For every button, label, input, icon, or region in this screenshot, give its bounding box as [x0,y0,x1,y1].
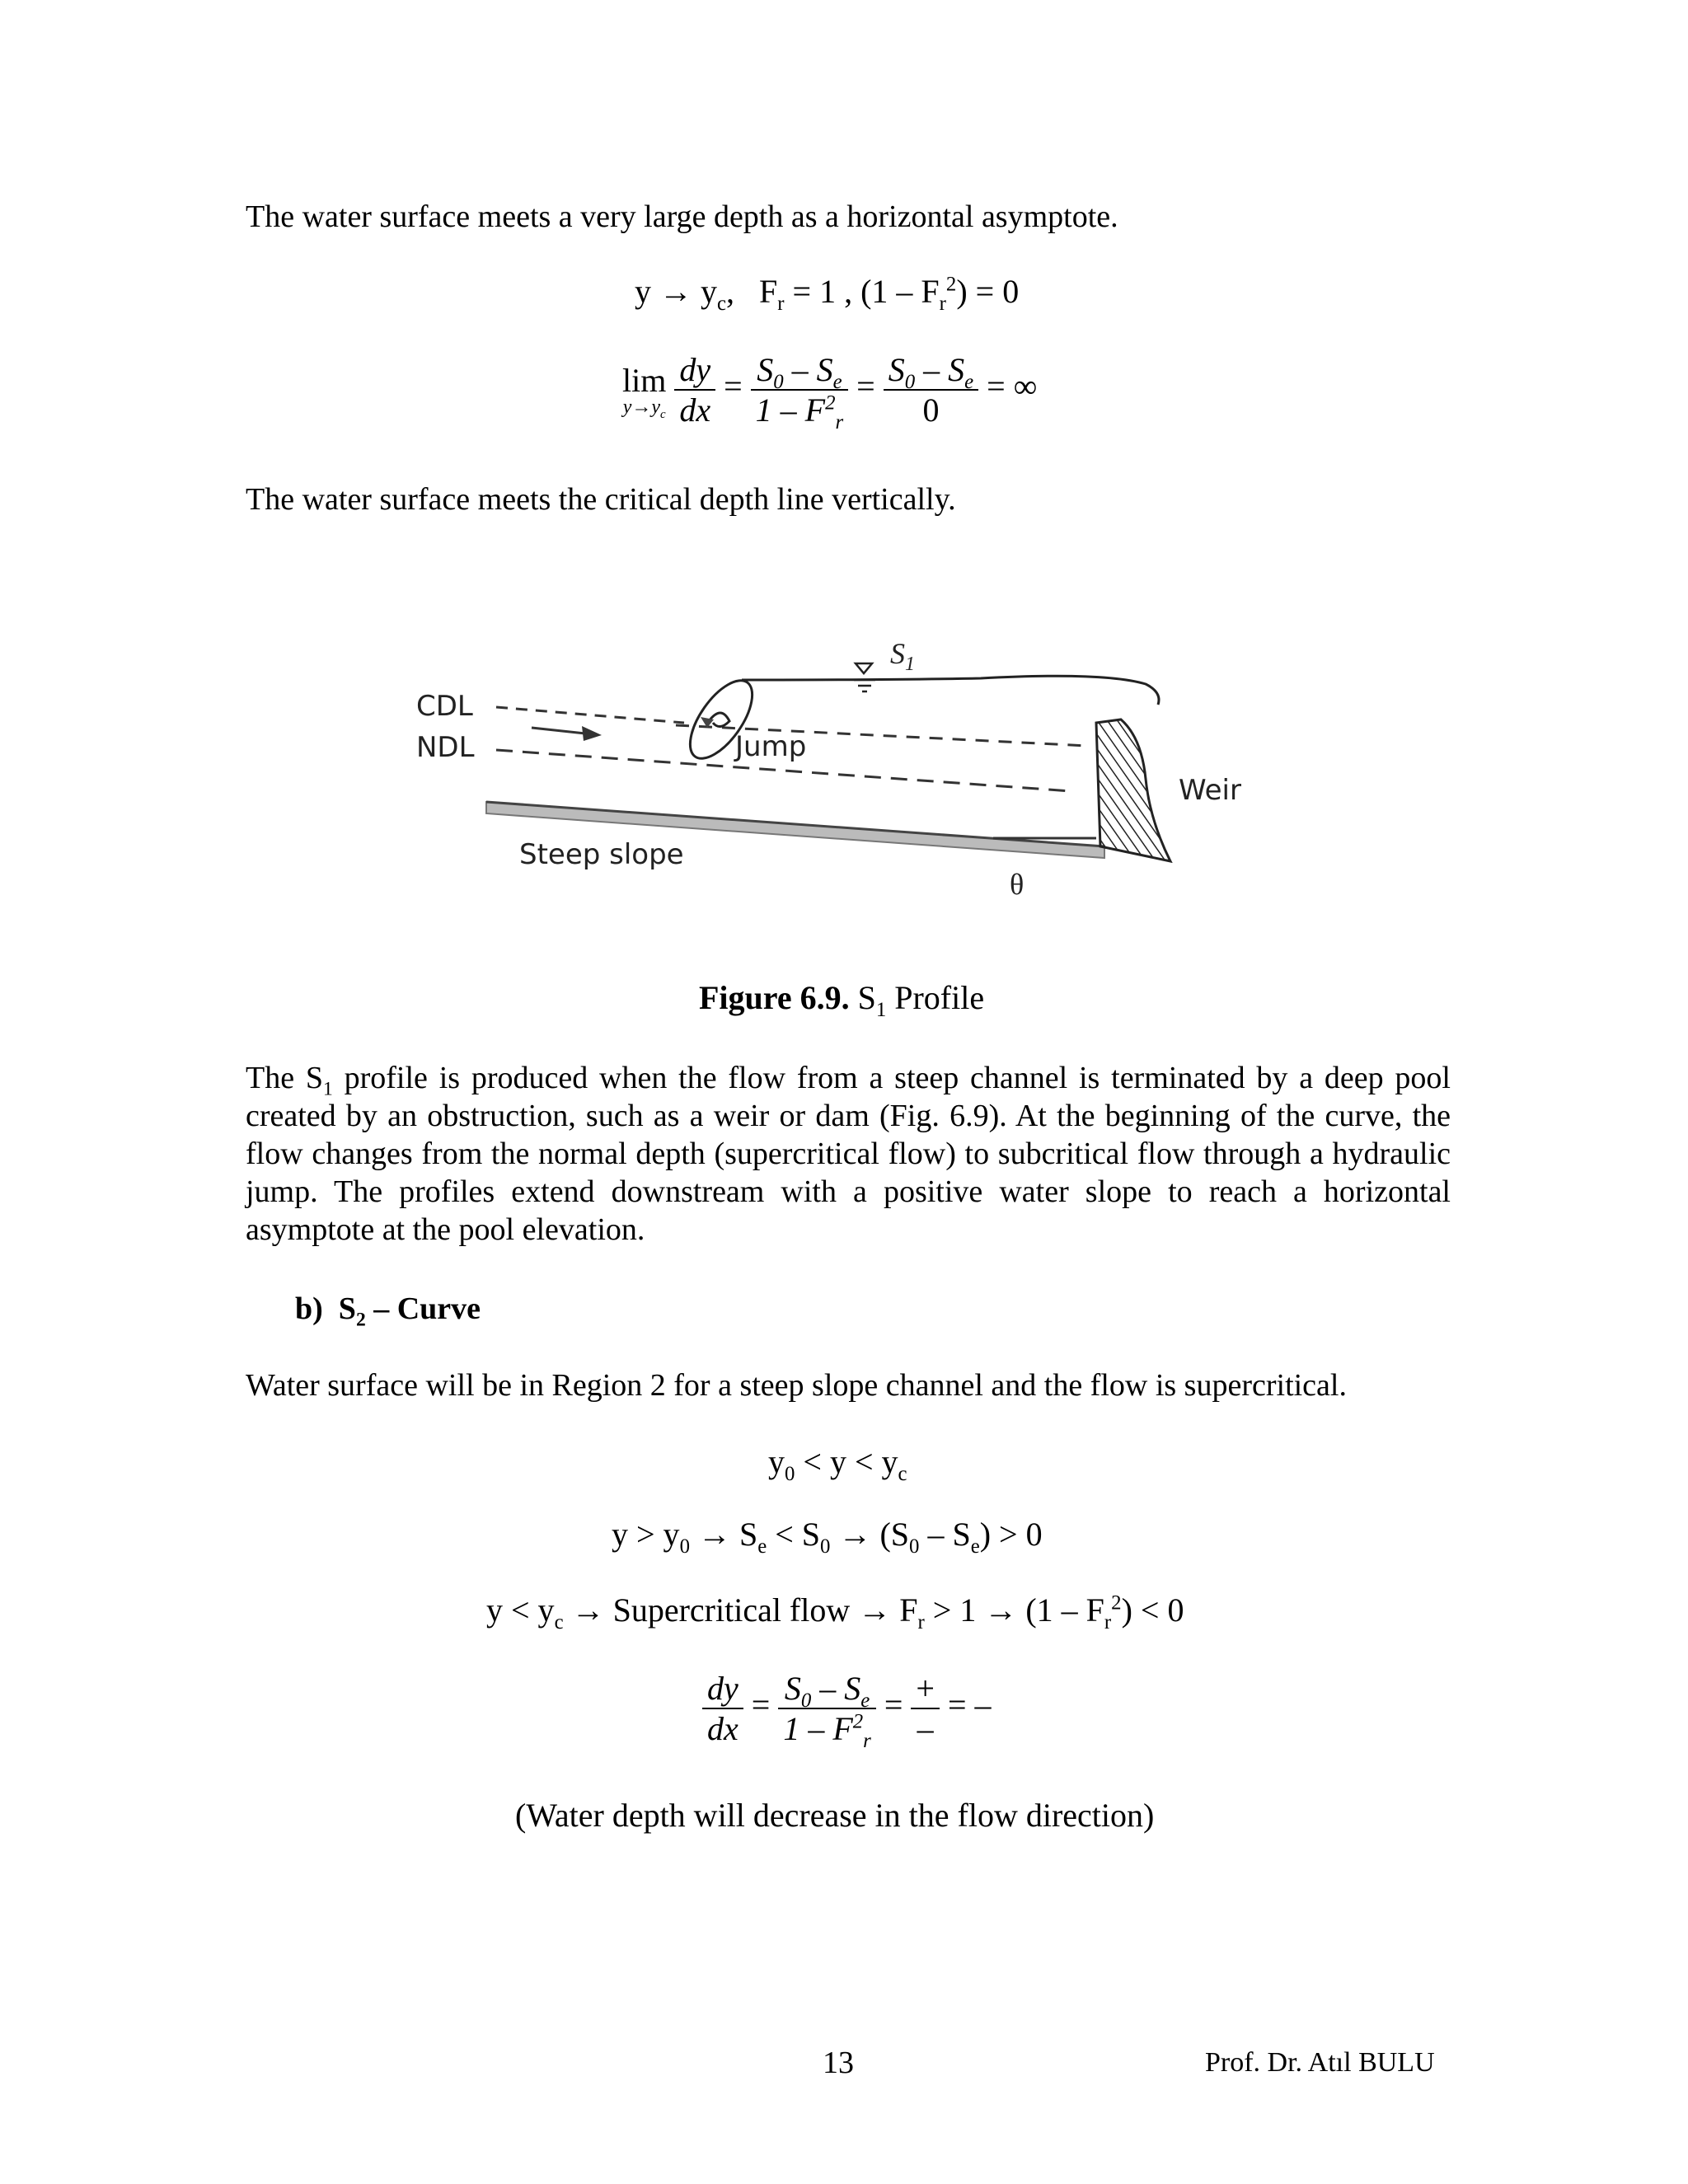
equation-limit: lim $y\to y_c$ $\frac{dy}{dx}$ = $\frac{S_0 - S_e}{1 - F^2_r}$ = $\frac{S_0 - S_e}{0}$ = ∞ [622,351,1038,434]
figure-caption: Figure 6.9. $S_1$ Profile [699,979,985,1021]
steep-slope-label: Steep slope [519,838,684,871]
weir-label: Weir [1179,774,1241,807]
critical-depth-line [496,707,684,723]
cdl-label: CDL [416,690,473,723]
author-footer: Prof. Dr. Atıl BULU [1205,2047,1435,2078]
critical-depth-sentence: The water surface meets the critical depth line vertically. [246,482,956,517]
s1-label: $S_1$ [890,637,915,675]
inequality-y0-y-yc: $y_0 < y < y_c$ [768,1443,907,1485]
s1-profile-paragraph: The $S_1$ profile is produced when the flow from a steep channel is terminated by a deep pool created by an obstruction, such as a weir or dam (Fig. 6.9). At the beginning of the curve, the flow changes from the normal depth (supercritical flow) to subcritical flow through a hydraulic jump. The profiles extend downstream with a positive water slope to reach a horizontal asymptote at the pool elevation. [246,1061,1451,1247]
condition-slope: $y > y_0 \to S_e < S_0 \to (S_0 - S_e) > 0$ [612,1516,1043,1558]
equation-critical-condition: $y \to y_c$, $F_r = 1$ , $(1 - F_r^2) = 0$ [635,273,1020,315]
region-line: Water surface will be in Region 2 for a steep slope channel and the flow is supercritical. [246,1368,1347,1403]
flow-arrow-shaft [532,728,585,733]
section-heading-s2: b) $S_2$ – Curve [295,1291,481,1331]
ndl-label: NDL [416,731,475,764]
conclusion-line: (Water depth will decrease in the flow direction) [515,1797,1155,1834]
intro-line: The water surface meets a very large depth as a horizontal asymptote. [246,199,1118,234]
weir [1096,719,1170,861]
jump-label: Jump [735,730,807,763]
s1-profile-diagram [404,622,1294,919]
equation-derivative: $\frac{dy}{dx}$ = $\frac{S_0 - S_e}{1 - F^2_r}$ = $\frac{+}{-}$ = – [702,1669,992,1748]
flow-arrow-icon [582,726,602,741]
page-number: 13 [823,2046,854,2080]
theta-label: θ [1010,868,1025,901]
s1-water-surface [742,676,1159,705]
water-surface-icon [856,663,872,673]
condition-froude: $y < y_c$ → Supercritical flow → $F_r > 1 \to (1 - F_r^2) < 0$ [486,1591,1184,1633]
